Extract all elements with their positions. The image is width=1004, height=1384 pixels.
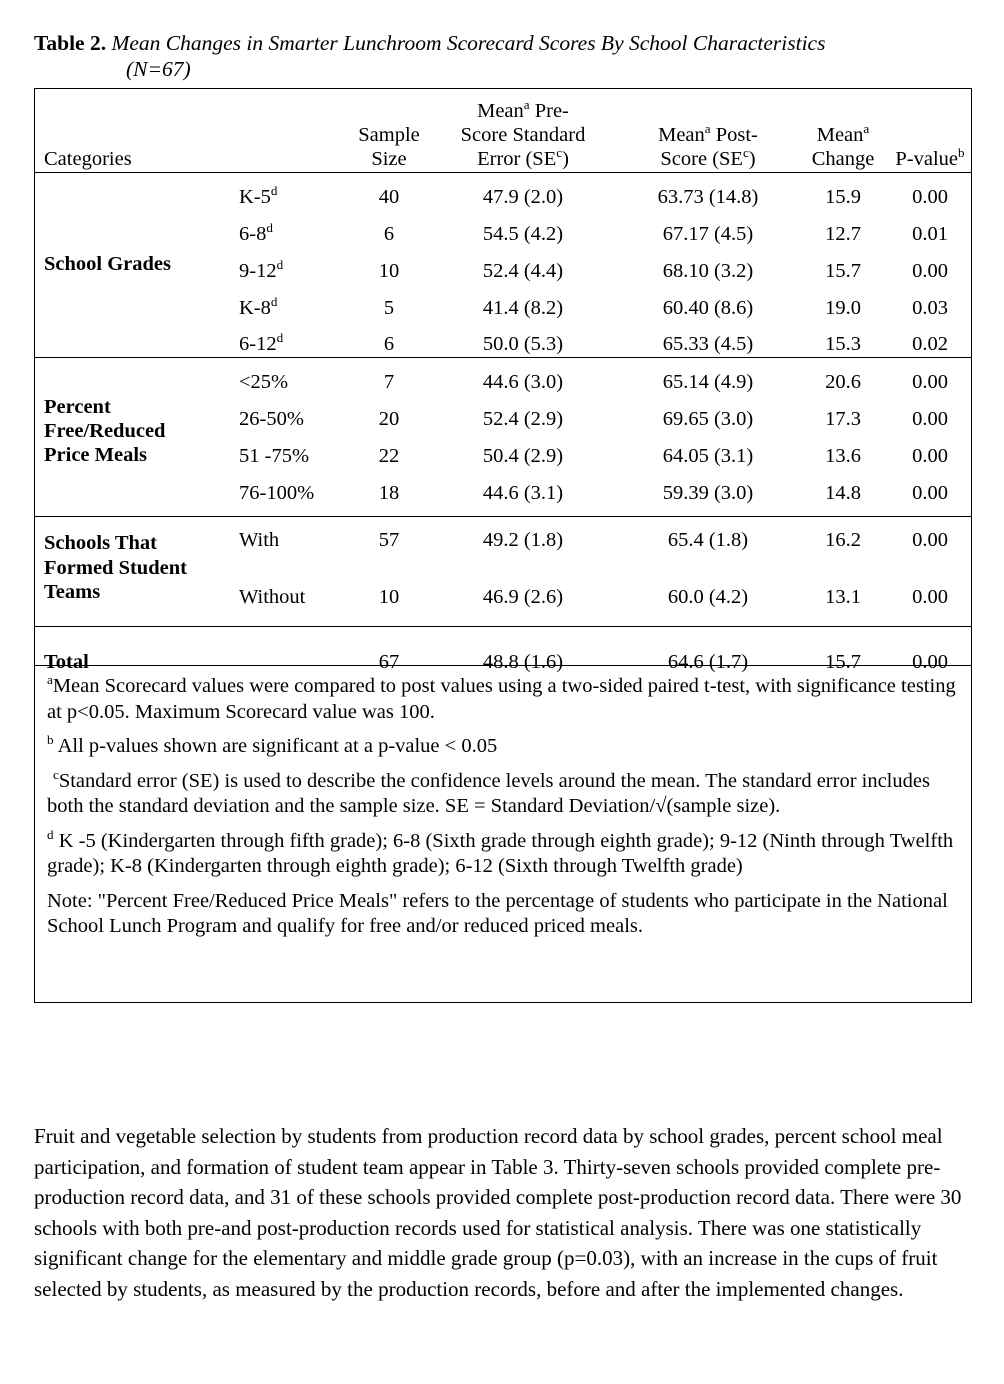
header-categories: Categories <box>34 88 232 172</box>
gap-cell <box>232 619 350 626</box>
section-gap <box>34 619 972 626</box>
row-post-score: 65.14 (4.9) <box>618 357 798 394</box>
header-pre-paren: ) <box>562 148 569 171</box>
row-pre-score: 50.4 (2.9) <box>482 444 564 467</box>
gap-cell <box>428 619 618 626</box>
header-p-value-word: P-value <box>895 148 959 171</box>
footnote-marker-a: a <box>47 672 53 688</box>
footnote-ref-d: d <box>276 256 284 272</box>
row-p-value: 0.00 <box>912 444 948 467</box>
row-post-score: 60.0 (4.2) <box>667 585 749 608</box>
row-subcategory <box>232 283 350 320</box>
footnote-marker-d: d <box>47 826 54 842</box>
row-sample-size: 6 <box>383 222 395 245</box>
table-footnotes <box>34 665 972 940</box>
category-line3: Price Meals <box>44 444 148 467</box>
category-line3: Teams <box>44 580 101 603</box>
header-post-score-line2 <box>618 147 798 171</box>
row-sample-size: 18 <box>378 481 400 504</box>
header-pre-tail: Pre- <box>529 99 569 122</box>
row-pre-score: 48.8 (1.6) <box>428 626 618 678</box>
row-pre-score: 47.9 (2.0) <box>482 185 564 208</box>
gap-cell <box>618 619 798 626</box>
category-line1: Percent <box>44 395 111 418</box>
row-sample-size: 6 <box>383 333 395 356</box>
row-p-value: 0.00 <box>888 516 972 553</box>
row-subcategory <box>232 246 350 283</box>
footnote-ref-b: b <box>958 145 965 161</box>
footnote-a <box>47 674 959 725</box>
header-mean-change-line2: Change <box>811 148 875 171</box>
row-pre-score: 44.6 (3.0) <box>428 357 618 394</box>
row-mean-change: 20.6 <box>798 357 888 394</box>
table-caption-subtitle: (N=67) <box>126 57 191 81</box>
header-sample-size-line2: Size <box>371 148 407 171</box>
row-mean-change: 15.3 <box>825 333 861 356</box>
row-sample-size: 40 <box>378 185 400 208</box>
header-sample-size-line1: Sample <box>358 124 420 147</box>
category-line2: Formed Student <box>44 556 187 579</box>
footnote-d <box>47 826 959 880</box>
row-subcategory <box>232 209 350 246</box>
header-post-tail: Post- <box>710 124 758 147</box>
header-spacer <box>232 88 350 172</box>
footnote-marker-b: b <box>47 732 54 748</box>
row-sample-size: 67 <box>350 626 428 678</box>
header-pre-score-line3 <box>428 147 618 171</box>
header-pre-score-line1 <box>428 99 618 123</box>
row-mean-change: 13.6 <box>825 444 861 467</box>
table-row <box>34 516 972 553</box>
row-sample-size: 7 <box>350 357 428 394</box>
row-pre-score: 50.0 (5.3) <box>482 333 564 356</box>
gap-cell <box>350 505 428 516</box>
gap-cell <box>428 505 618 516</box>
header-mean-change-line1 <box>798 123 888 147</box>
footnote-a-text: Mean Scorecard values were compared to post values using a two-sided paired t-test, with significance testing at p<0.05. Maximum Scorecard value was 100. <box>47 675 956 723</box>
gap-cell <box>888 619 972 626</box>
row-p-value: 0.00 <box>912 585 948 608</box>
row-post-score: 64.05 (3.1) <box>662 444 754 467</box>
row-subcategory: 76-100% <box>239 481 315 504</box>
row-mean-change: 13.1 <box>825 585 861 608</box>
row-subcategory: Without <box>239 585 306 608</box>
row-p-value: 0.00 <box>912 259 948 282</box>
table-caption-label: Table 2. <box>34 31 107 55</box>
row-subcategory: With <box>232 516 350 553</box>
row-post-score: 64.6 (1.7) <box>618 626 798 678</box>
footnote-c <box>47 766 959 820</box>
table-caption <box>34 30 974 82</box>
row-sample-size: 10 <box>378 259 400 282</box>
row-post-score: 59.39 (3.0) <box>662 481 754 504</box>
header-pre-score-line2: Score Standard <box>460 124 586 147</box>
footnote-ref-a2: a <box>704 121 711 137</box>
row-pre-score: 52.4 (4.4) <box>482 259 564 282</box>
row-post-score: 69.65 (3.0) <box>662 407 754 430</box>
row-subcategory: 26-50% <box>239 407 304 430</box>
header-pre-mean-word: Mean <box>477 99 524 122</box>
row-sample-size: 20 <box>378 407 400 430</box>
row-subcategory <box>232 320 350 357</box>
gap-cell <box>798 619 888 626</box>
table-row <box>34 357 972 394</box>
body-paragraph: Fruit and vegetable selection by students from production record data by school grades, percent school meal participation, and formation of student team appear in Table 3. Thirty-seven schools provided complete pre-production record data, and 31 of these schools provided complete post-production record data. There were 30 schools with both pre-and post-production records used for statistical analysis. There was one statistically significant change for the elementary and middle grade group (p=0.03), with an increase in the cups of fruit selected by students, as measured by the production records, before and after the implemented changes. <box>34 1124 962 1301</box>
footnote-ref-a3: a <box>863 121 870 137</box>
row-mean-change: 14.8 <box>825 481 861 504</box>
row-p-value: 0.00 <box>912 185 948 208</box>
row-mean-change: 17.3 <box>825 407 861 430</box>
header-mean-change <box>798 88 888 172</box>
row-subcategory-text: K-5 <box>239 185 271 208</box>
footnote-ref-d: d <box>276 330 284 346</box>
header-change-mean-word: Mean <box>816 124 864 147</box>
row-post-score: 67.17 (4.5) <box>662 222 754 245</box>
row-p-value: 0.00 <box>912 481 948 504</box>
category-line2: Free/Reduced <box>44 420 166 443</box>
row-mean-change: 19.0 <box>825 296 861 319</box>
footnote-ref-c: c <box>556 145 563 161</box>
table-row <box>34 172 972 209</box>
footnote-ref-d: d <box>270 182 278 198</box>
header-sample-size <box>350 88 428 172</box>
row-post-score: 63.73 (14.8) <box>657 185 759 208</box>
row-post-score: 68.10 (3.2) <box>662 259 754 282</box>
gap-cell <box>618 505 798 516</box>
row-mean-change: 15.9 <box>825 185 861 208</box>
header-post-score <box>618 88 798 172</box>
row-category-student-teams <box>34 516 232 619</box>
row-sample-size: 57 <box>350 516 428 553</box>
row-subcategory: <25% <box>232 357 350 394</box>
row-p-value: 0.01 <box>912 222 948 245</box>
row-post-score: 65.33 (4.5) <box>662 333 754 356</box>
row-p-value: 0.03 <box>912 296 948 319</box>
footnote-note: Note: "Percent Free/Reduced Price Meals" refers to the percentage of students who participate in the National School Lunch Program and qualify for free and/or reduced priced meals. <box>47 889 948 937</box>
row-subcategory <box>232 172 350 209</box>
row-subcategory-text: 9-12 <box>239 259 277 282</box>
row-pre-score: 41.4 (8.2) <box>482 296 564 319</box>
row-subcategory: 51 -75% <box>239 444 310 467</box>
row-category-total: Total <box>34 626 232 678</box>
header-p-value-line <box>888 147 972 171</box>
header-post-score-word: Score (SE <box>660 148 743 171</box>
footnote-ref-c2: c <box>742 145 749 161</box>
footnote-marker-c: c <box>53 766 59 782</box>
section-gap <box>34 505 972 516</box>
row-post-score: 65.4 (1.8) <box>618 516 798 553</box>
footnote-ref-a: a <box>523 97 530 113</box>
footnote-b <box>47 734 959 760</box>
row-post-score: 60.40 (8.6) <box>662 296 754 319</box>
row-subcategory-text: 6-12 <box>239 333 277 356</box>
footnote-ref-d: d <box>270 293 278 309</box>
header-post-mean-word: Mean <box>658 124 705 147</box>
row-category-school-grades: School Grades <box>44 253 171 276</box>
row-p-value: 0.00 <box>888 357 972 394</box>
row-subcategory-text: 6-8 <box>239 222 267 245</box>
gap-cell <box>34 505 232 516</box>
table-caption-title: Mean Changes in Smarter Lunchroom Scorecard Scores By School Characteristics <box>111 31 826 55</box>
row-pre-score: 44.6 (3.1) <box>482 481 564 504</box>
row-category-percent-free-reduced <box>34 357 232 505</box>
row-mean-change: 15.7 <box>798 626 888 678</box>
header-pre-score <box>428 88 618 172</box>
gap-cell <box>232 505 350 516</box>
footnote-c-text: Standard error (SE) is used to describe the confidence levels around the mean. The standard error includes both the standard deviation and the sample size. SE = Standard Deviation/√(sample size). <box>47 769 930 817</box>
row-p-value: 0.00 <box>912 407 948 430</box>
row-pre-score: 54.5 (4.2) <box>482 222 564 245</box>
header-post-score-line1 <box>618 123 798 147</box>
gap-cell <box>888 505 972 516</box>
row-sample-size: 22 <box>378 444 400 467</box>
header-pre-error-word: Error (SE <box>477 148 557 171</box>
gap-cell <box>798 505 888 516</box>
row-sample-size: 10 <box>378 585 400 608</box>
gap-cell <box>34 619 232 626</box>
footnote-b-text: All p-values shown are significant at a p-value < 0.05 <box>57 735 498 757</box>
scorecard-table <box>34 88 972 678</box>
header-p-value <box>888 88 972 172</box>
row-subcategory-text: K-8 <box>239 296 271 319</box>
row-pre-score: 46.9 (2.6) <box>482 585 564 608</box>
category-line1: Schools That <box>44 532 157 555</box>
row-mean-change: 16.2 <box>798 516 888 553</box>
row-pre-score: 49.2 (1.8) <box>428 516 618 553</box>
footnote-ref-d: d <box>266 219 273 235</box>
row-p-value: 0.00 <box>888 626 972 678</box>
gap-cell <box>350 619 428 626</box>
row-p-value: 0.02 <box>912 333 948 356</box>
row-mean-change: 15.7 <box>825 259 861 282</box>
footnote-d-text: K -5 (Kindergarten through fifth grade); 6-8 (Sixth grade through eighth grade); 9-12 (Ninth through Twelfth grade); K-8 (Kindergarten through eighth grade); 6-12 (Sixth through Twelfth grade) <box>47 829 954 877</box>
row-mean-change: 12.7 <box>825 222 861 245</box>
table-header-row <box>34 88 972 172</box>
row-sample-size: 5 <box>383 296 395 319</box>
row-pre-score: 52.4 (2.9) <box>482 407 564 430</box>
header-post-paren: ) <box>748 148 756 171</box>
